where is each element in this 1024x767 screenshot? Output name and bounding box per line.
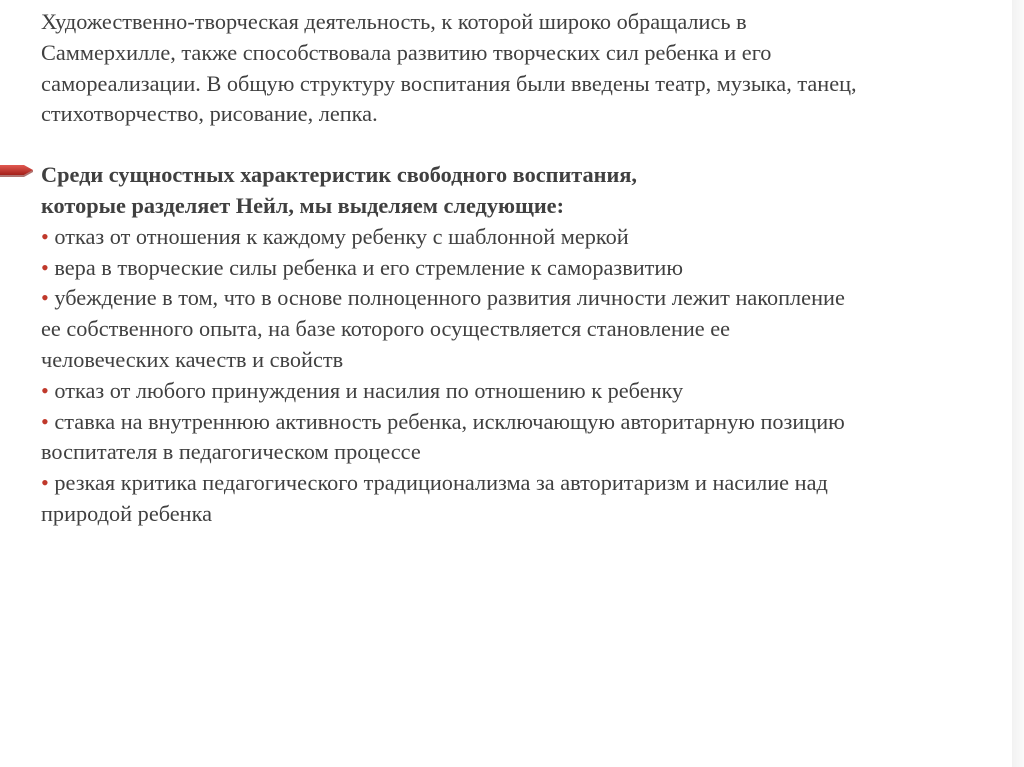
bullet-text-continued: ее собственного опыта, на базе которого осуществляется становление ее: [41, 316, 731, 342]
heading-line: Среди сущностных характеристик свободного воспитания,: [41, 162, 638, 188]
bullet-dot: •: [41, 285, 49, 311]
bullet-item: [41, 376, 991, 407]
bullet-dot: •: [41, 223, 49, 249]
bullet-item: [41, 468, 991, 530]
slide-text: [41, 7, 991, 530]
bullet-text: резкая критика педагогического традиционализма за авторитаризм и насилие над: [54, 470, 828, 496]
intro-line: самореализации. В общую структуру воспитания были введены театр, музыка, танец,: [41, 70, 857, 96]
intro-paragraph: [41, 7, 991, 130]
bullet-dot: •: [41, 377, 49, 403]
intro-line: стихотворчество, рисование, лепка.: [41, 101, 378, 127]
bullet-item: [41, 222, 991, 253]
bullet-text-continued: человеческих качеств и свойств: [41, 346, 344, 372]
bullet-text: убеждение в том, что в основе полноценного развития личности лежит накопление: [54, 285, 845, 311]
bullet-item: [41, 283, 991, 375]
bullet-dot: •: [41, 408, 49, 434]
bullet-text: отказ от любого принуждения и насилия по отношению к ребенку: [54, 377, 684, 403]
bullet-text-continued: природой ребенка: [41, 500, 212, 526]
bullet-text: отказ от отношения к каждому ребенку с шаблонной меркой: [54, 223, 629, 249]
bullet-text: ставка на внутреннюю активность ребенка, исключающую авторитарную позицию: [54, 408, 845, 434]
characteristics-section: [41, 160, 991, 530]
intro-line: Художественно-творческая деятельность, к которой широко обращались в: [41, 9, 747, 34]
red-arrow-marker-icon: [0, 161, 34, 179]
intro-line: Саммерхилле, также способствовала развитию творческих сил ребенка и его: [41, 39, 772, 65]
bullet-text: вера в творческие силы ребенка и его стремление к саморазвитию: [54, 254, 683, 280]
bullet-item: [41, 407, 991, 469]
heading-line: которые разделяет Нейл, мы выделяем следующие:: [41, 192, 565, 218]
bullet-item: [41, 253, 991, 284]
page-edge: [1012, 0, 1024, 767]
bullet-dot: •: [41, 470, 49, 496]
bullet-dot: •: [41, 254, 49, 280]
bullet-list: [41, 222, 991, 530]
paragraph-gap: [41, 130, 991, 160]
bullet-text-continued: воспитателя в педагогическом процессе: [41, 439, 421, 465]
